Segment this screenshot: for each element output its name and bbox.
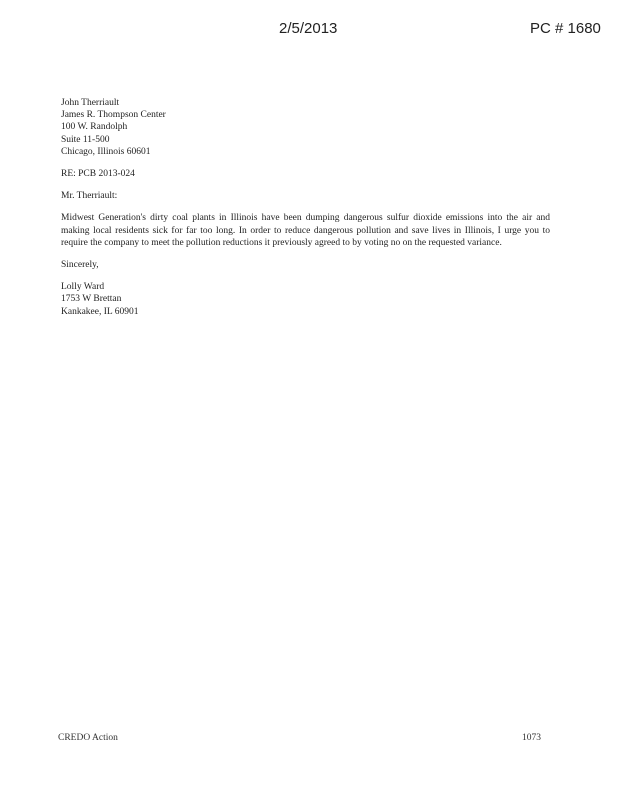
recipient-building: James R. Thompson Center (61, 110, 166, 121)
signer-street: 1753 W Brettan (61, 294, 122, 305)
recipient-suite: Suite 11-500 (61, 134, 110, 145)
footer-page-number: 1073 (522, 733, 541, 743)
footer-source: CREDO Action (58, 733, 118, 743)
signer-city: Kankakee, IL 60901 (61, 306, 139, 317)
signature-block (61, 281, 550, 318)
letter-body (61, 97, 550, 318)
pc-number-stamp: PC # 1680 (530, 20, 601, 37)
closing: Sincerely, (61, 260, 99, 271)
re-line: RE: PCB 2013-024 (61, 169, 135, 180)
recipient-city: Chicago, Illinois 60601 (61, 146, 151, 157)
signer-name: Lolly Ward (61, 282, 105, 293)
recipient-address (61, 97, 550, 158)
recipient-name: John Therriault (61, 98, 120, 108)
salutation: Mr. Therriault: (61, 191, 118, 202)
recipient-street: 100 W. Randolph (61, 122, 128, 133)
letter-paragraph: Midwest Generation's dirty coal plants in Illinois have been dumping dangerous sulfur dioxide emissions into the air and making local residents sick for far too long. In order to reduce dangerous pollution and save lives in Illinois, I urge you to require the company to meet the pollution reductions it previously agreed to by voting no on the requested variance. (61, 213, 550, 248)
date-stamp: 2/5/2013 (279, 20, 338, 37)
